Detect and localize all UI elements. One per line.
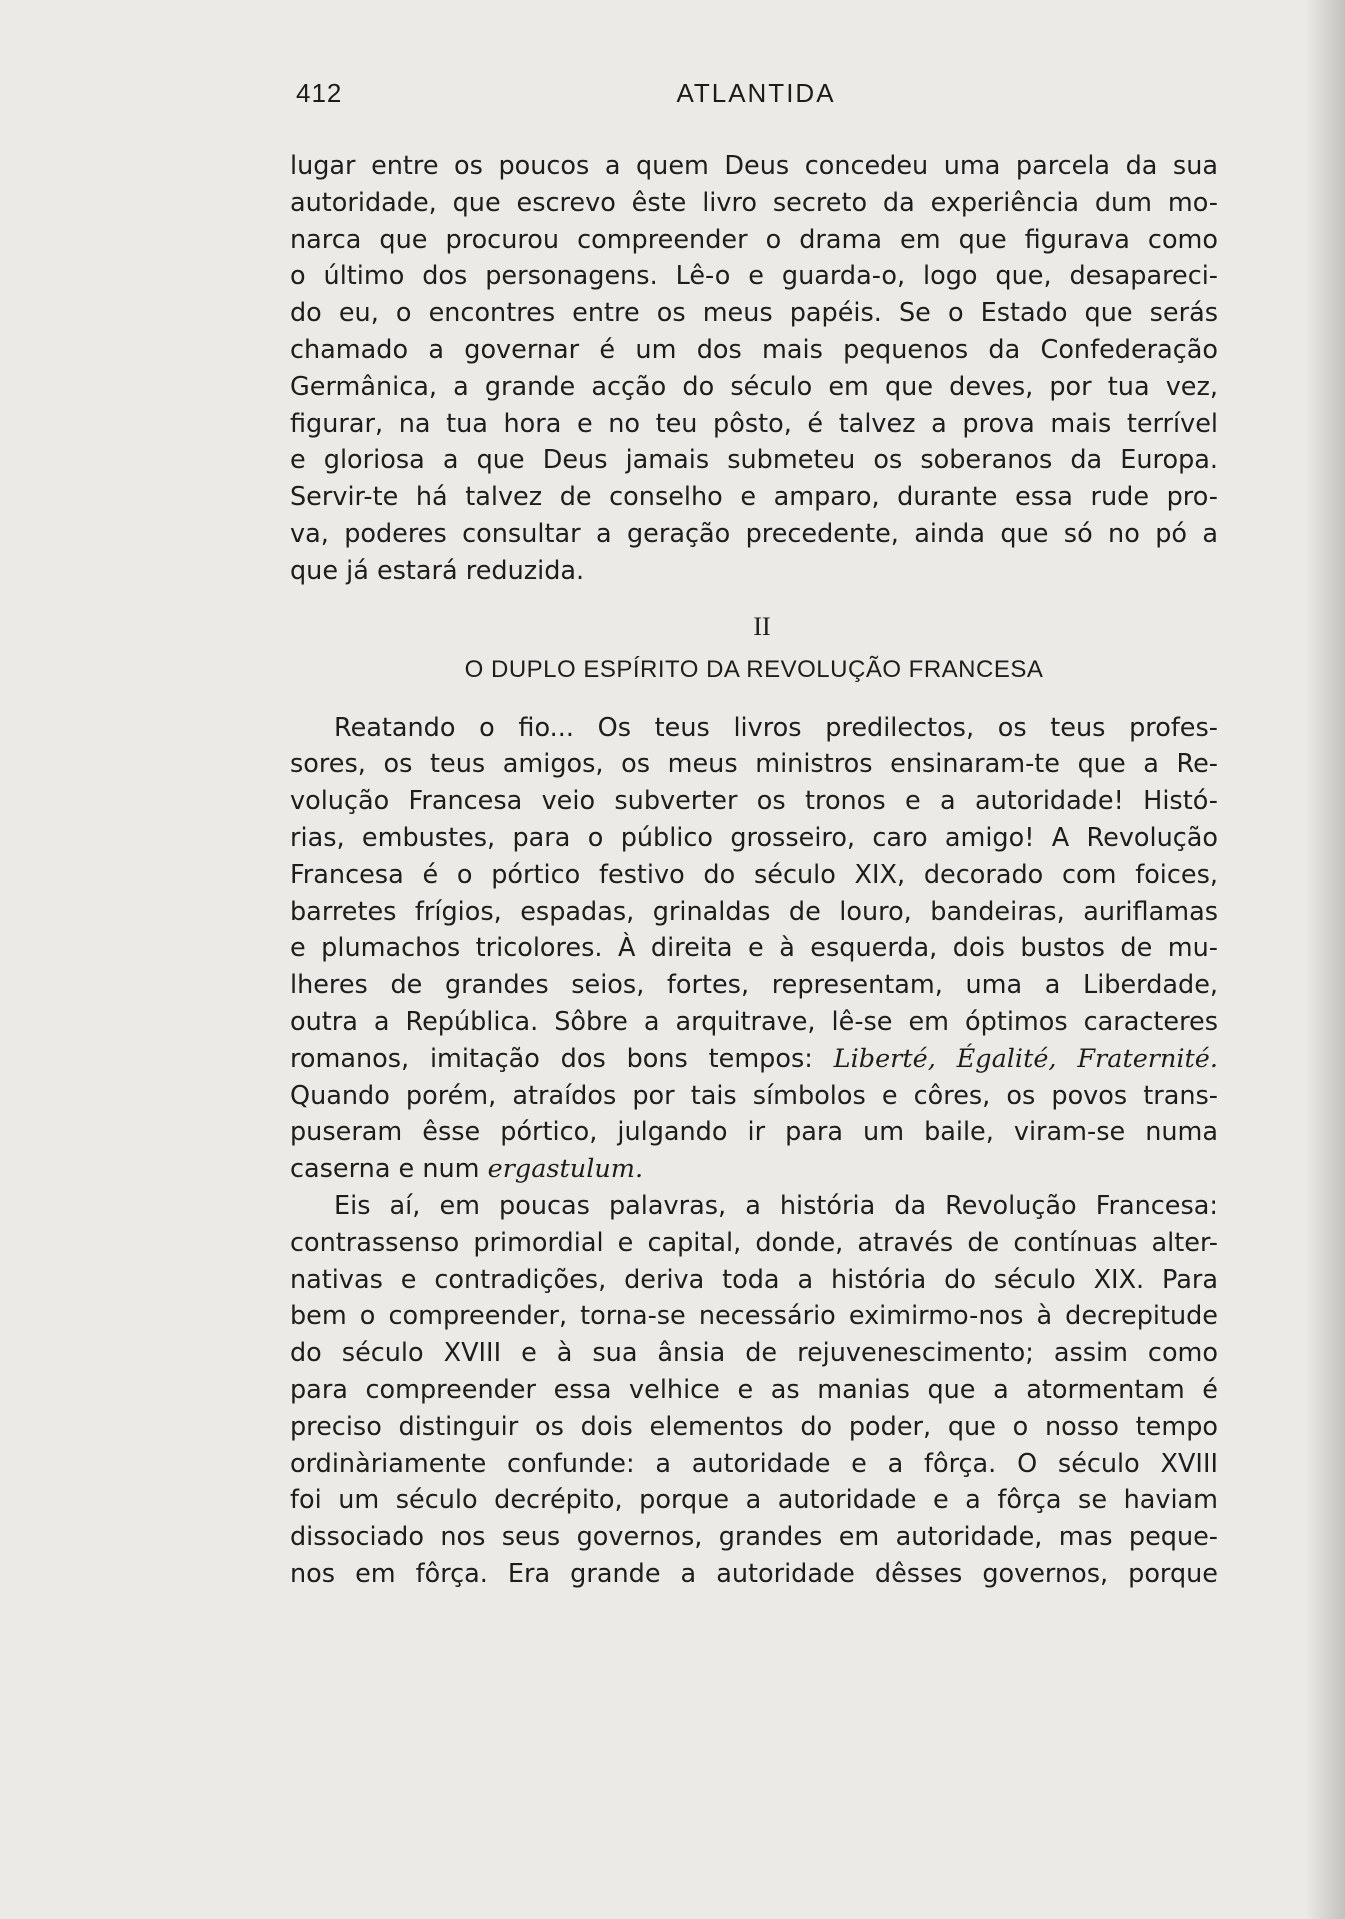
text-line: Quando porém, atraídos por tais símbolos e côres, os povos trans-	[290, 1080, 1218, 1111]
text-line: dissociado nos seus governos, grandes em autoridade, mas peque-	[290, 1522, 1218, 1553]
text-line	[290, 1041, 1218, 1078]
text-line: chamado a governar é um dos mais pequenos da Confederação	[290, 334, 1218, 365]
text-line: rias, embustes, para o público grosseiro, caro amigo! A Revolução	[290, 822, 1218, 853]
text-segment: romanos, imitação dos bons tempos:	[290, 1043, 834, 1074]
text-line: e plumachos tricolores. À direita e à esquerda, dois bustos de mu-	[290, 933, 1218, 964]
text-line: preciso distinguir os dois elementos do poder, que o nosso tempo	[290, 1411, 1218, 1442]
text-line	[290, 1151, 1218, 1188]
text-line: foi um século decrépito, porque a autoridade e a fôrça se haviam	[290, 1485, 1218, 1516]
paragraph-1	[290, 148, 1218, 590]
text-line: Eis aí, em poucas palavras, a história da Revolução Francesa:	[334, 1190, 1218, 1221]
text-line: narca que procurou compreender o drama em que figurava como	[290, 224, 1218, 255]
paragraph-3	[290, 1188, 1218, 1593]
text-line: que já estará reduzida.	[290, 555, 585, 586]
text-line: do século XVIII e à sua ânsia de rejuvenescimento; assim como	[290, 1338, 1218, 1369]
text-line: sores, os teus amigos, os meus ministros ensinaram-te que a Re-	[290, 749, 1218, 780]
page-edge-shadow	[1305, 0, 1345, 1919]
text-line: contrassenso primordial e capital, donde, através de contínuas alter-	[290, 1227, 1218, 1258]
text-line: volução Francesa veio subverter os tronos e a autoridade! Histó-	[290, 786, 1218, 817]
section-number: II	[753, 611, 771, 641]
text-line: e gloriosa a que Deus jamais submeteu os soberanos da Europa.	[290, 445, 1218, 476]
text-line: lugar entre os poucos a quem Deus concedeu uma parcela da sua	[290, 151, 1218, 181]
running-title: ATLANTIDA	[676, 78, 836, 108]
body-text	[290, 148, 1218, 1593]
text-line: nos em fôrça. Era grande a autoridade dêsses governos, porque	[290, 1558, 1218, 1589]
text-line: outra a República. Sôbre a arquitrave, lê-se em óptimos caracteres	[290, 1006, 1218, 1037]
text-segment: caserna e num	[290, 1154, 488, 1185]
text-line: para compreender essa velhice e as manias que a atormentam é	[290, 1374, 1218, 1405]
italic-motto: Liberté, Égalité, Fraternité.	[833, 1043, 1218, 1074]
text-line: autoridade, que escrevo êste livro secreto da experiência dum mo-	[290, 187, 1218, 218]
text-line: Reatando o fio... Os teus livros predilectos, os teus profes-	[334, 712, 1218, 743]
text-line: do eu, o encontres entre os meus papéis. Se o Estado que serás	[290, 298, 1218, 329]
text-line: Francesa é o pórtico festivo do século XIX, decorado com foices,	[290, 859, 1218, 890]
text-line: bem o compreender, torna-se necessário eximirmo-nos à decrepitude	[290, 1301, 1218, 1332]
text-line: Servir-te há talvez de conselho e amparo, durante essa rude pro-	[290, 482, 1218, 513]
page-header	[296, 78, 1216, 114]
text-line: figurar, na tua hora e no teu pôsto, é talvez a prova mais terrível	[290, 408, 1218, 439]
text-line: Germânica, a grande acção do século em que deves, por tua vez,	[290, 371, 1218, 402]
text-line: o último dos personagens. Lê-o e guarda-o, logo que, desapareci-	[290, 261, 1218, 292]
text-line: va, poderes consultar a geração precedente, ainda que só no pó a	[290, 518, 1218, 549]
text-line: nativas e contradições, deriva toda a história do século XIX. Para	[290, 1264, 1218, 1295]
text-line: puseram êsse pórtico, julgando ir para um baile, viram-se numa	[290, 1117, 1218, 1148]
paragraph-2	[290, 710, 1218, 1188]
section-title: O DUPLO ESPÍRITO DA REVOLUÇÃO FRANCESA	[464, 655, 1044, 683]
text-line: barretes frígios, espadas, grinaldas de louro, bandeiras, auriflamas	[290, 896, 1218, 927]
text-line: ordinàriamente confunde: a autoridade e a fôrça. O século XVIII	[290, 1448, 1218, 1479]
page-number: 412	[296, 78, 343, 108]
text-line: lheres de grandes seios, fortes, representam, uma a Liberdade,	[290, 970, 1218, 1001]
italic-term: ergastulum.	[487, 1154, 644, 1185]
